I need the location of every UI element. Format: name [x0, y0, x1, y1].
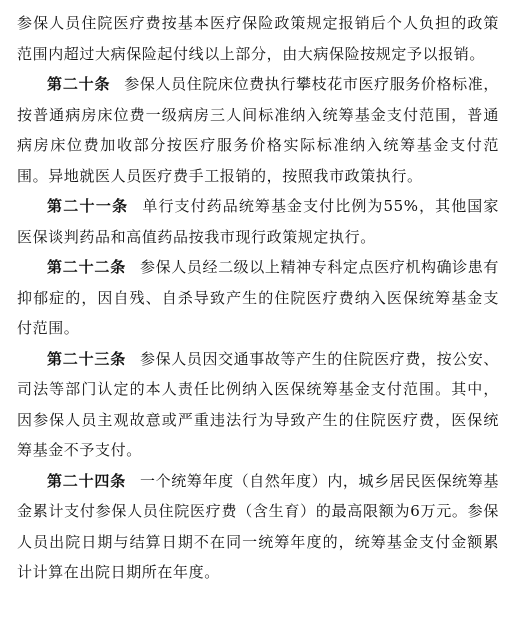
article-text: 参保人员住院医疗费按基本医疗保险政策规定报销后个人负担的政策范围内超过大病保险起付线以上部分，由大病保险按规定予以报销。: [17, 14, 499, 63]
article-text: 单行支付药品统筹基金支付比例为55%，其他国家医保谈判药品和高值药品按我市现行政策规定执行。: [17, 197, 499, 246]
article-title: 第二十一条: [47, 197, 129, 215]
article-24: [17, 466, 499, 588]
article-title: 第二十二条: [47, 258, 127, 276]
article-title: 第二十四条: [47, 471, 127, 490]
article-text: 参保人员住院床位费执行攀枝花市医疗服务价格标准，按普通病房床位费一级病房三人间标准纳入统筹基金支付范围，普通病房床位费加收部分按医疗服务价格实际标准纳入统筹基金支付范围。异地就医人员医疗费手工报销的，按照我市政策执行。: [17, 75, 500, 185]
article-title: 第二十条: [47, 75, 111, 93]
article-21: [17, 191, 499, 252]
article-20: [17, 69, 499, 191]
article-title: 第二十三条: [47, 349, 127, 368]
article-text: 参保人员经二级以上精神专科定点医疗机构确诊患有抑郁症的，因自残、自杀导致产生的住院医疗费纳入医保统筹基金支付范围。: [17, 258, 499, 337]
article-continuation: [17, 8, 499, 69]
article-text: 参保人员因交通事故等产生的住院医疗费，按公安、司法等部门认定的本人责任比例纳入医保统筹基金支付范围。其中，因参保人员主观故意或严重违法行为导致产生的住院医疗费，医保统筹基金不予支付。: [17, 349, 499, 459]
article-22: [17, 252, 499, 344]
article-text: 一个统筹年度（自然年度）内，城乡居民医保统筹基金累计支付参保人员住院医疗费（含生育）的最高限额为6万元。参保人员出院日期与结算日期不在同一统筹年度的，统筹基金支付金额累计计算在出院日期所在年度。: [17, 471, 499, 581]
article-23: [17, 344, 499, 466]
